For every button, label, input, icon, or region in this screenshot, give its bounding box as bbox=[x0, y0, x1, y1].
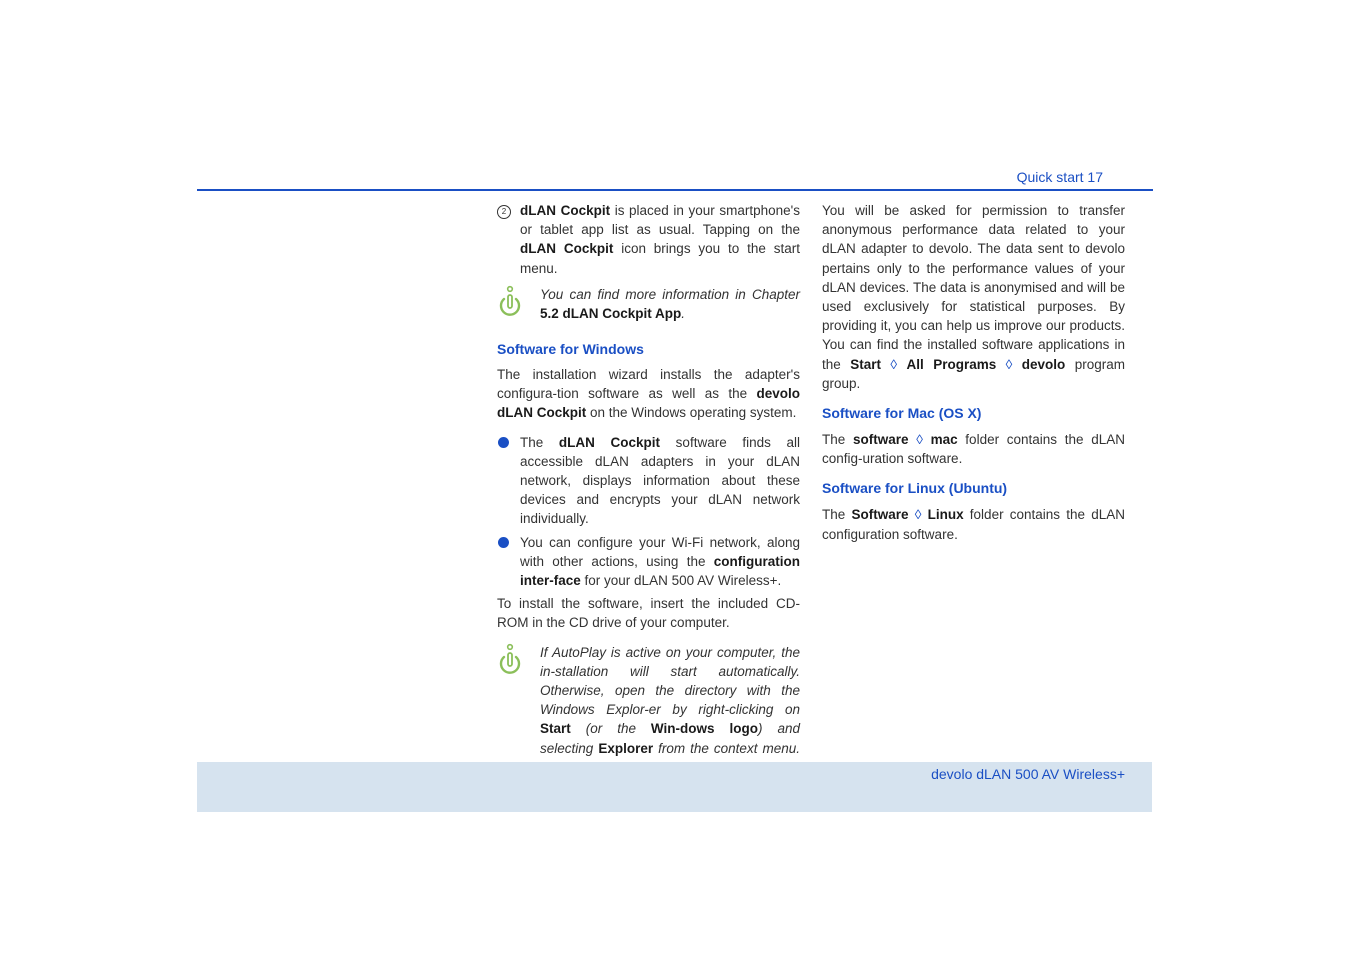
text-run: The bbox=[520, 434, 559, 450]
heading-software-mac: Software for Mac (OS X) bbox=[822, 405, 982, 422]
text-run: software finds all accessible dLAN adapters in your dLAN network, displays information about these devices and encrypts your dLAN network individually. bbox=[520, 434, 801, 527]
text-run: You can find more information in Chapter bbox=[540, 286, 800, 302]
left-column bbox=[497, 201, 800, 777]
text-run: on the Windows operating system. bbox=[586, 405, 797, 421]
text-run: You can configure your Wi-Fi network, along with other actions, using the bbox=[520, 534, 800, 569]
text-run: from the context menu. bbox=[658, 740, 800, 756]
bold-term: 5.2 dLAN Cockpit App bbox=[540, 306, 682, 322]
text-run: The bbox=[822, 507, 852, 523]
path-arrow-icon: ◊ bbox=[914, 507, 922, 523]
text-run: icon brings you to the start menu. bbox=[520, 241, 800, 276]
path-arrow-icon: ◊ bbox=[890, 356, 898, 372]
footer-product-name: devolo dLAN 500 AV Wireless+ bbox=[931, 766, 1125, 782]
text-run: (or the bbox=[570, 721, 651, 737]
list-item-text bbox=[520, 533, 800, 591]
path-arrow-icon: ◊ bbox=[916, 432, 923, 448]
text-run: is placed in your smartphone's or tablet app list as usual. Tapping on the bbox=[520, 203, 800, 238]
step-text bbox=[520, 201, 800, 278]
text-run: The installation wizard installs the adapter's configura-tion software as well as the bbox=[497, 367, 800, 402]
power-info-icon bbox=[497, 643, 540, 777]
bold-term: Start bbox=[540, 721, 571, 737]
path-arrow-icon: ◊ bbox=[1005, 356, 1013, 372]
install-paragraph: To install the software, insert the included CD-ROM in the CD drive of your computer. bbox=[497, 596, 800, 631]
mac-paragraph bbox=[822, 430, 1125, 468]
text-run: The bbox=[822, 432, 853, 448]
text-run: ) and selecting bbox=[540, 721, 800, 756]
text-run: If AutoPlay is active on your computer, the in-stallation will start automatically. Otherwise, open the directory with the Windows Explor-er by right-clicking on bbox=[540, 644, 800, 718]
text-run: . bbox=[681, 306, 686, 322]
note-text bbox=[540, 285, 800, 324]
bold-term: software bbox=[852, 432, 909, 448]
circled-number-icon: 2 bbox=[497, 205, 511, 219]
bold-term: mac bbox=[930, 432, 958, 448]
blue-dot-icon bbox=[498, 437, 509, 448]
bold-term: Linux bbox=[927, 507, 964, 523]
note-block bbox=[497, 285, 800, 324]
text-run: folder contains the dLAN configuration software. bbox=[822, 507, 1125, 542]
heading-software-windows: Software for Windows bbox=[497, 341, 644, 358]
list-item bbox=[497, 533, 800, 591]
bold-term: configuration inter-face bbox=[520, 553, 800, 589]
text-run: You will be asked for permission to transfer anonymous performance data related to your dLAN adapter to devolo. The data sent to devolo pertains only to the performance values of your dLAN devices. The data is anonymised and will be used exclusively for statistical purposes. By providing it, you can help us improve our products. You can find the installed software applications in the bbox=[822, 203, 1125, 372]
bold-term: Win-dows logo bbox=[650, 721, 758, 737]
right-column bbox=[822, 201, 1125, 544]
bold-term: Explorer bbox=[598, 740, 654, 756]
text-run: folder contains the dLAN config-uration software. bbox=[822, 432, 1125, 467]
text-run: program group. bbox=[822, 356, 1125, 391]
permission-paragraph bbox=[822, 201, 1125, 393]
bold-term: Start bbox=[850, 356, 881, 372]
list-item bbox=[497, 433, 800, 529]
bold-term: All Programs bbox=[906, 356, 997, 372]
heading-software-linux: Software for Linux (Ubuntu) bbox=[822, 480, 1008, 497]
bold-term: dLAN Cockpit bbox=[520, 241, 614, 257]
bold-term: devolo bbox=[1021, 356, 1066, 372]
bold-term: Software bbox=[851, 507, 909, 523]
power-info-icon bbox=[497, 285, 540, 324]
bold-term: dLAN Cockpit bbox=[558, 434, 661, 450]
bold-term: dLAN Cockpit bbox=[520, 203, 611, 218]
note-block bbox=[497, 643, 800, 777]
page-header-title: Quick start 17 bbox=[1016, 169, 1103, 185]
header-rule bbox=[197, 189, 1153, 191]
blue-dot-icon bbox=[498, 537, 509, 548]
text-run: for your dLAN 500 AV Wireless+. bbox=[580, 573, 782, 589]
note-text bbox=[540, 643, 800, 777]
linux-paragraph bbox=[822, 505, 1125, 543]
windows-paragraph bbox=[497, 365, 800, 423]
page-footer bbox=[197, 762, 1152, 812]
bold-term: devolo dLAN Cockpit bbox=[497, 386, 800, 421]
step-item bbox=[497, 201, 800, 278]
list-item-text bbox=[520, 433, 800, 529]
